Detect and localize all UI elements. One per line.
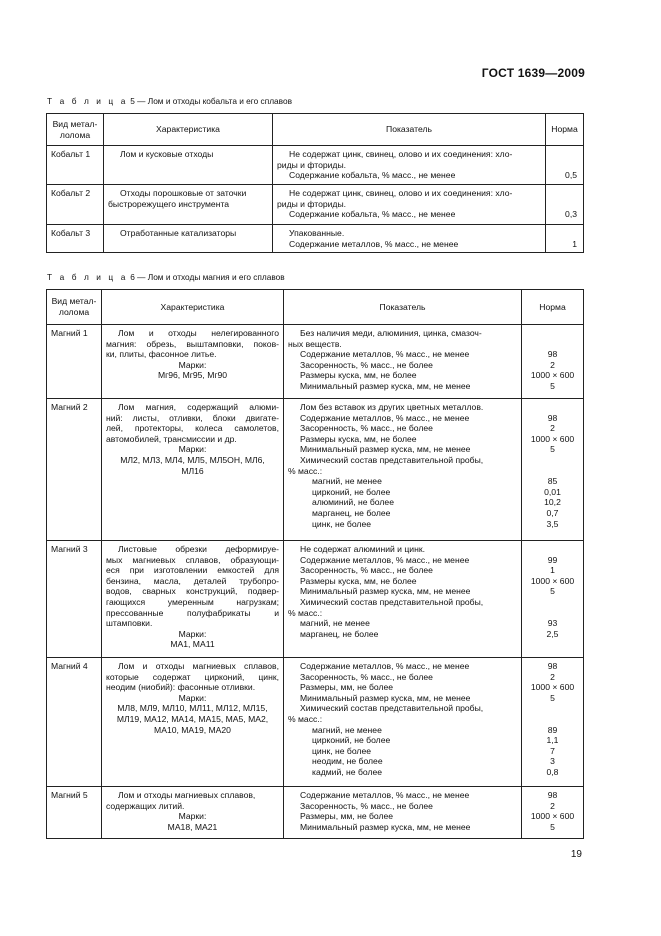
row-norm: 0,3: [546, 185, 584, 225]
row-norm: 98 2 1000 × 600 5 89 1,1 7 3 0,8: [522, 658, 584, 787]
row-characteristic: Листовые обрезки деформируе- мых магниевых сплавов, образующи- еся при изготовлении емкостей для бензина, масла, деталей трубопро- водов, сварных конструкций, подвер- гающихся умеренным нагрузкам; прессованные полуфабрикаты и штамповки. Марки: МА1, МА11: [102, 541, 284, 658]
marks-list: МА18, МА21: [167, 821, 218, 832]
table6-col-characteristic: Характеристика: [102, 290, 284, 325]
row-indicator: Не содержат цинк, свинец, олово и их соединения: хло- риды и фториды. Содержание кобальта, % масс., не менее: [273, 146, 546, 185]
table-row: [47, 787, 584, 839]
marks-list: МЛ16: [181, 465, 204, 476]
table6-col-kind: Вид метал- лолома: [47, 290, 102, 325]
table-row: [47, 658, 584, 787]
row-indicator: Без наличия меди, алюминия, цинка, смазоч- ных веществ. Содержание металлов, % масс., не менее Засоренность, % масс., не более Размеры куска, мм, не более Минимальный размер куска, мм, не менее: [284, 325, 522, 399]
table-row: [47, 185, 584, 225]
table6-header-row: [47, 290, 584, 325]
row-kind: Кобальт 2: [47, 185, 104, 225]
row-norm: 98 2 1000 × 600 5: [522, 787, 584, 839]
table5-col-kind: Вид метал- лолома: [47, 114, 104, 146]
row-characteristic: Лом и отходы нелегированного магния: обрезь, выштамповки, поков- ки, плиты, фасонное литье. Марки: Мг96, Мг95, Мг90: [102, 325, 284, 399]
marks-list: МЛ19, МА12, МА14, МА15, МА5, МА2,: [116, 713, 269, 724]
marks-label: Марки:: [178, 811, 207, 822]
row-kind: Кобальт 3: [47, 225, 104, 253]
marks-list: МА1, МА11: [170, 639, 215, 650]
row-norm: 1: [546, 225, 584, 253]
table5-caption-text: 5 — Лом и отходы кобальта и его сплавов: [127, 96, 292, 106]
row-characteristic: Лом и кусковые отходы: [104, 146, 273, 185]
table6-col-indicator: Показатель: [284, 290, 522, 325]
row-characteristic: Лом и отходы магниевых сплавов, содержащих литий. Марки: МА18, МА21: [102, 787, 284, 839]
standard-number: ГОСТ 1639—2009: [481, 66, 585, 80]
row-characteristic: Лом магния, содержащий алюми- ний: листы, отливки, блоки двигате- лей, протекторы, колеса самолетов, автомобилей, трансмиссии и др. Марки: МЛ2, МЛ3, МЛ4, МЛ5, МЛ5ОН, МЛ6, МЛ16: [102, 399, 284, 541]
table6-caption-text: 6 — Лом и отходы магния и его сплавов: [127, 272, 285, 282]
table5-col-indicator: Показатель: [273, 114, 546, 146]
row-kind: Магний 2: [47, 399, 102, 541]
table5-col-norm: Норма: [546, 114, 584, 146]
row-characteristic: Отходы порошковые от заточки быстрорежущего инструмента: [104, 185, 273, 225]
table6-caption: [47, 272, 285, 282]
table-row: [47, 541, 584, 658]
row-norm: 0,5: [546, 146, 584, 185]
row-indicator: Не содержат алюминий и цинк. Содержание металлов, % масс., не менее Засоренность, % масс., не более Размеры куска, мм, не более Минимальный размер куска, мм, не менее Химический состав представительной пробы, % масс.: магний, не менее марганец, не более: [284, 541, 522, 658]
marks-label: Марки:: [178, 692, 207, 703]
marks-list: МА10, МА19, МА20: [154, 724, 231, 735]
row-kind: Магний 5: [47, 787, 102, 839]
row-indicator: Не содержат цинк, свинец, олово и их соединения: хло- риды и фториды. Содержание кобальта, % масс., не менее: [273, 185, 546, 225]
row-characteristic: Лом и отходы магниевых сплавов, которые содержат цирконий, цинк, неодим (ниобий): фасонные отливки. Марки: МЛ8, МЛ9, МЛ10, МЛ11, МЛ12, МЛ15, МЛ19, МА12, МА14, МА15, МА5, МА2, МА10, МА19, МА20: [102, 658, 284, 787]
row-kind: Магний 3: [47, 541, 102, 658]
row-indicator: Содержание металлов, % масс., не менее Засоренность, % масс., не более Размеры, мм, не более Минимальный размер куска, мм, не менее: [284, 787, 522, 839]
row-indicator: Содержание металлов, % масс., не менее Засоренность, % масс., не более Размеры, мм, не более Минимальный размер куска, мм, не менее Химический состав представительной пробы, % масс.: магний, не менее цирконий, не более цинк, не более неодим, не более кадмий, не более: [284, 658, 522, 787]
table5-caption: [47, 96, 292, 106]
table5-header-row: [47, 114, 584, 146]
table6: [46, 289, 584, 839]
table5-caption-prefix: Т а б л и ц а: [47, 96, 128, 106]
row-indicator: Лом без вставок из других цветных металлов. Содержание металлов, % масс., не менее Засоренность, % масс., не более Размеры куска, мм, не более Минимальный размер куска, мм, не менее Химический состав представительной пробы, % масс.: магний, не менее цирконий, не более алюминий, не более марганец, не более цинк, не более: [284, 399, 522, 541]
marks-list: МЛ2, МЛ3, МЛ4, МЛ5, МЛ5ОН, МЛ6,: [120, 454, 265, 465]
marks-label: Марки:: [178, 628, 207, 639]
row-kind: Магний 1: [47, 325, 102, 399]
table6-col-norm: Норма: [522, 290, 584, 325]
row-kind: Магний 4: [47, 658, 102, 787]
table5-col-characteristic: Характеристика: [104, 114, 273, 146]
table6-caption-prefix: Т а б л и ц а: [47, 272, 128, 282]
table-row: [47, 325, 584, 399]
row-norm: 99 1 1000 × 600 5 93 2,5: [522, 541, 584, 658]
marks-label: Марки:: [178, 359, 207, 370]
marks-list: МЛ8, МЛ9, МЛ10, МЛ11, МЛ12, МЛ15,: [117, 703, 268, 714]
row-characteristic: Отработанные катализаторы: [104, 225, 273, 253]
table5: [46, 113, 584, 253]
marks-list: Мг96, Мг95, Мг90: [157, 370, 228, 381]
table-row: [47, 146, 584, 185]
row-norm: 98 2 1000 × 600 5: [522, 325, 584, 399]
row-indicator: Упакованные. Содержание металлов, % масс., не менее: [273, 225, 546, 253]
row-norm: 98 2 1000 × 600 5 85 0,01 10,2 0,7 3,5: [522, 399, 584, 541]
page-number: 19: [570, 849, 582, 860]
table-row: [47, 225, 584, 253]
table-row: [47, 399, 584, 541]
row-kind: Кобальт 1: [47, 146, 104, 185]
marks-label: Марки:: [178, 444, 207, 455]
